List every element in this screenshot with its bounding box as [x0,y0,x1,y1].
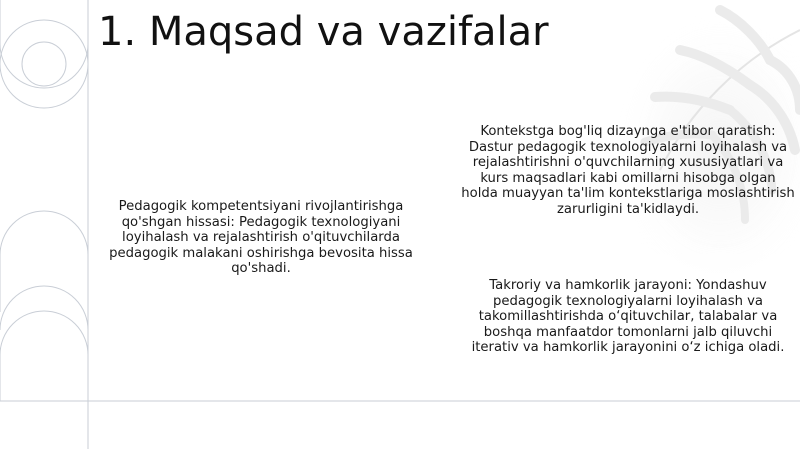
text-block-iterative-process: Takroriy va hamkorlik jarayoni: Yondashuv pedagogik texnologiyalarni loyihalash va takomillashtirishda o‘qituvchilar, talabalar va boshqa manfaatdor tomonlarni jalb qiluvchi iterativ va hamkorlik jarayonini o‘z ichiga oladi. [471,278,785,355]
text-block-pedagogical-competence: Pedagogik kompetentsiyani rivojlantirishga qo'shgan hissasi: Pedagogik texnologiyani loyihalash va rejalashtirish o'qituvchilarda pedagogik malakani oshirishga bevosita hissa qo'shadi. [109,199,413,276]
page-title: 1. Maqsad va vazifalar [98,9,549,55]
text-block-context-attention: Kontekstga bog'liq dizaynga e'tibor qaratish: Dastur pedagogik texnologiyalarni loyihalash va rejalashtirishni o'quvchilarning xususiyatlari va kurs maqsadlari kabi omillarni hisobga olgan holda muayyan ta'lim kontekstlariga moslashtirish zarurligini ta'kidlaydi. [461,124,795,217]
